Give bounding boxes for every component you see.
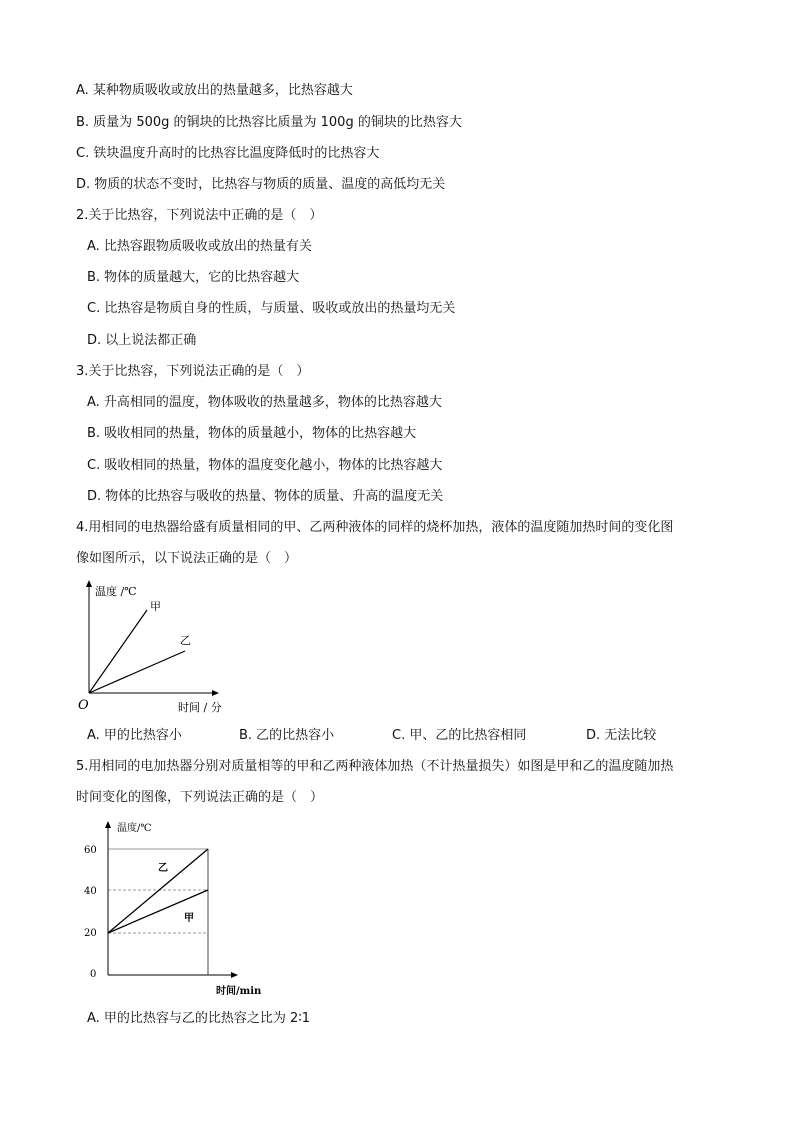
question-3-option-c: C. 吸收相同的热量，物体的温度变化越小，物体的比热容越大	[87, 458, 443, 473]
question-4-stem-line-2: 像如图所示，以下说法正确的是（ ）	[76, 551, 298, 566]
question-2-option-c: C. 比热容是物质自身的性质，与质量、吸收或放出的热量均无关	[87, 301, 456, 316]
q5-tick-40: 40	[84, 886, 97, 897]
q4-y-arrow	[86, 580, 92, 587]
q5-ylabel: 温度/℃	[117, 823, 152, 834]
question-3-option-d: D. 物体的比热容与吸收的热量、物体的质量、升高的温度无关	[87, 489, 444, 504]
question-2-option-d: D. 以上说法都正确	[87, 333, 197, 348]
q5-line-jia	[108, 890, 208, 933]
q5-y-arrow	[105, 821, 111, 828]
q5-xlabel: 时间/min	[216, 986, 262, 997]
question-5-graph	[80, 818, 280, 1000]
q5-tick-20: 20	[84, 928, 97, 939]
question-2-stem: 2.关于比热容，下列说法中正确的是（ ）	[76, 208, 323, 223]
option-c-prev: C. 铁块温度升高时的比热容比温度降低时的比热容大	[76, 146, 380, 161]
q4-ylabel: 温度 /℃	[95, 585, 137, 598]
q4-label-yi: 乙	[180, 634, 191, 647]
question-3-option-a: A. 升高相同的温度，物体吸收的热量越多，物体的比热容越大	[87, 395, 442, 410]
q4-origin: O	[78, 698, 89, 713]
q5-tick-0: 0	[90, 969, 97, 980]
q5-x-arrow	[231, 972, 238, 978]
question-4-option-d: D. 无法比较	[586, 728, 657, 743]
q5-label-jia: 甲	[184, 913, 194, 924]
question-5-option-a: A. 甲的比热容与乙的比热容之比为 2∶1	[87, 1011, 310, 1026]
option-a-prev: A. 某种物质吸收或放出的热量越多，比热容越大	[76, 83, 353, 98]
option-d-prev: D. 物质的状态不变时，比热容与物质的质量、温度的高低均无关	[76, 177, 446, 192]
question-3-option-b: B. 吸收相同的热量，物体的质量越小，物体的比热容越大	[87, 426, 417, 441]
question-4-stem-line-1: 4.用相同的电热器给盛有质量相同的甲、乙两种液体的同样的烧杯加热，液体的温度随加热时间的变化图	[76, 520, 674, 535]
question-4-option-a: A. 甲的比热容小	[87, 728, 182, 743]
question-4-option-c: C. 甲、乙的比热容相同	[392, 728, 527, 743]
option-b-prev: B. 质量为 500g 的铜块的比热容比质量为 100g 的铜块的比热容大	[76, 115, 462, 130]
q4-label-jia: 甲	[150, 600, 161, 613]
question-2-option-b: B. 物体的质量越大，它的比热容越大	[87, 270, 300, 285]
q4-xlabel: 时间 / 分	[178, 701, 222, 714]
q5-tick-60: 60	[84, 845, 97, 856]
q5-label-yi: 乙	[158, 863, 168, 874]
question-4-option-b: B. 乙的比热容小	[239, 728, 335, 743]
question-4-graph	[74, 578, 244, 720]
question-3-stem: 3.关于比热容，下列说法正确的是（ ）	[76, 364, 310, 379]
question-5-stem-line-2: 时间变化的图像，下列说法正确的是（ ）	[76, 790, 324, 805]
question-2-option-a: A. 比热容跟物质吸收或放出的热量有关	[87, 239, 312, 254]
q4-x-arrow	[212, 690, 219, 696]
question-5-stem-line-1: 5.用相同的电加热器分别对质量相等的甲和乙两种液体加热（不计热量损失）如图是甲和乙的温度随加热	[76, 759, 674, 774]
